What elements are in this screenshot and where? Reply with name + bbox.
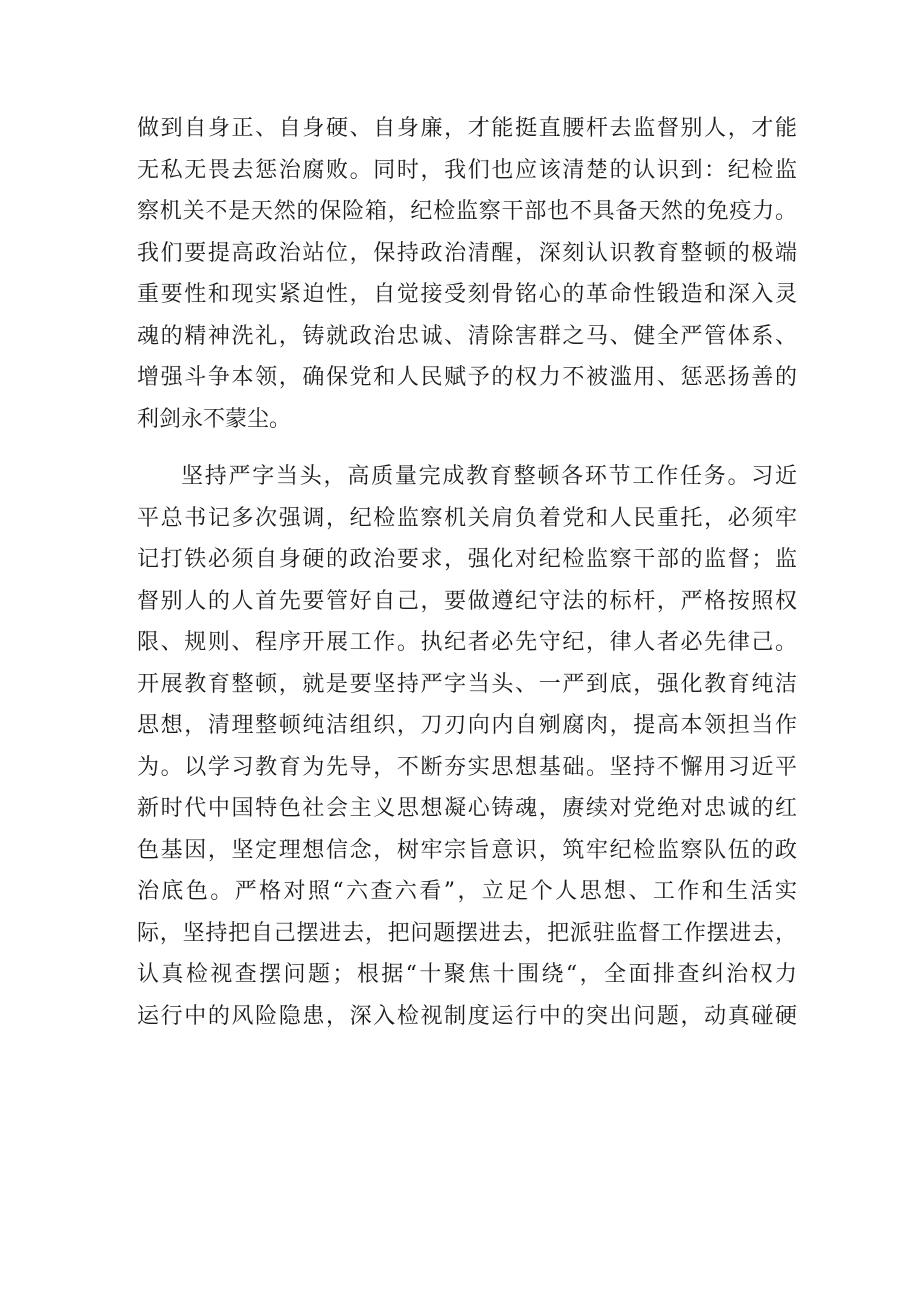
- text-line: 利剑永不蒙尘。: [137, 406, 292, 432]
- text-line: 色基因，坚定理想信念，树牢宗旨意识，筑牢纪检监察队伍的政: [137, 837, 797, 863]
- paragraph-1: [137, 108, 797, 440]
- text-line: 平总书记多次强调，纪检监察机关肩负着党和人民重托，必须牢: [137, 505, 797, 531]
- text-line: 新时代中国特色社会主义思想凝心铸魂，赓续对党绝对忠诚的红: [137, 796, 797, 821]
- document-body: [137, 108, 797, 1037]
- text-line: 限、规则、程序开展工作。执纪者必先守纪，律人者必先律己。: [137, 630, 797, 655]
- text-line: 重要性和现实紧迫性，自觉接受刻骨铭心的革命性锻造和深入灵: [137, 282, 797, 307]
- text-line: 开展教育整顿，就是要坚持严字当头、一严到底，强化教育纯洁: [137, 671, 797, 697]
- text-line: 魂的精神洗礼，铸就政治忠诚、清除害群之马、健全严管体系、: [137, 323, 797, 349]
- text-line: 运行中的风险隐患，深入检视制度运行中的突出问题，动真碰硬: [137, 1003, 797, 1029]
- text-line: 认真检视查摆问题；根据“十聚焦十围绕“，全面排查纠治权力: [137, 962, 797, 987]
- text-line: 做到自身正、自身硬、自身廉，才能挺直腰杆去监督别人，才能: [137, 116, 797, 141]
- text-line: 际，坚持把自己摆进去，把问题摆进去，把派驻监督工作摆进去，: [137, 920, 797, 946]
- paragraph-2: [137, 456, 797, 1037]
- text-line: 无私无畏去惩治腐败。同时，我们也应该清楚的认识到：纪检监: [137, 157, 797, 183]
- text-line: 坚持严字当头，高质量完成教育整顿各环节工作任务。习近: [181, 464, 797, 489]
- text-line: 治底色。严格对照“六查六看”，立足个人思想、工作和生活实: [137, 879, 797, 904]
- text-line: 督别人的人首先要管好自己，要做遵纪守法的标杆，严格按照权: [137, 588, 797, 614]
- text-line: 我们要提高政治站位，保持政治清醒，深刻认识教育整顿的极端: [137, 240, 797, 266]
- paragraph-gap: [137, 440, 797, 456]
- text-line: 记打铁必须自身硬的政治要求，强化对纪检监察干部的监督；监: [137, 547, 797, 572]
- text-line: 增强斗争本领，确保党和人民赋予的权力不被滥用、惩恶扬善的: [137, 365, 797, 390]
- text-line: 为。以学习教育为先导，不断夯实思想基础。坚持不懈用习近平: [137, 754, 797, 780]
- text-line: 察机关不是天然的保险箱，纪检监察干部也不具备天然的免疫力。: [137, 199, 797, 224]
- text-line: 思想，清理整顿纯洁组织，刀刃向内自剜腐肉，提高本领担当作: [137, 713, 797, 738]
